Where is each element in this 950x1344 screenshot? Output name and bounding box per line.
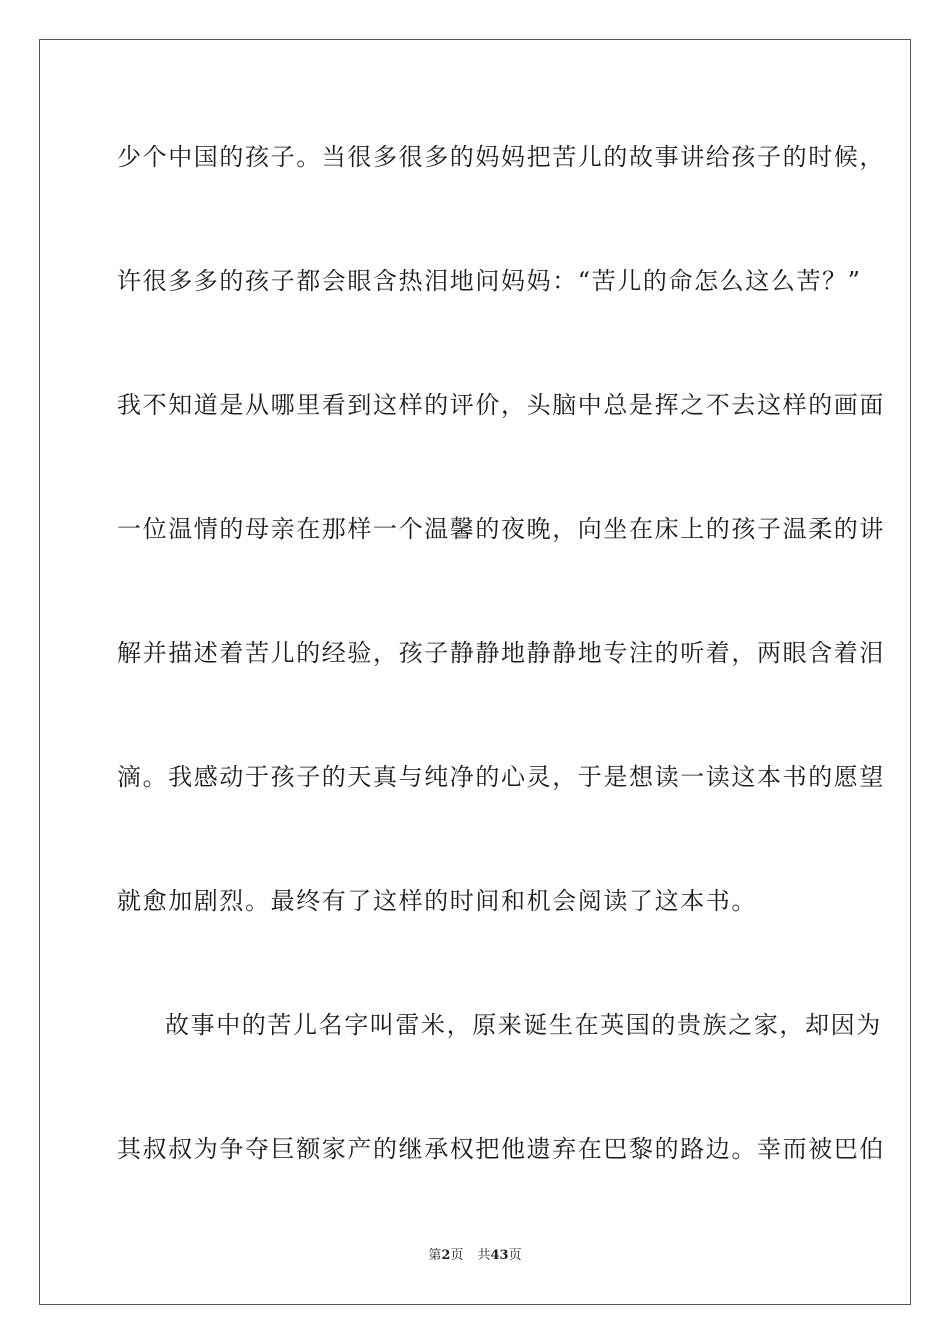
body-line-3: 我不知道是从哪里看到这样的评价，头脑中总是挥之不去这样的画面 [117, 391, 885, 419]
total-pages: 43 [490, 1248, 509, 1263]
total-prefix: 共 [477, 1248, 491, 1263]
body-line-7: 就愈加剧烈。最终有了这样的时间和机会阅读了这本书。 [117, 887, 757, 915]
body-line-5: 解并描述着苦儿的经验，孩子静静地静静地专注的听着，两眼含着泪 [117, 639, 885, 667]
body-line-1: 少个中国的孩子。当很多很多的妈妈把苦儿的故事讲给孩子的时候， [117, 143, 885, 171]
page-prefix: 第 [428, 1248, 442, 1263]
total-suffix: 页 [508, 1248, 522, 1263]
body-line-6: 滴。我感动于孩子的天真与纯净的心灵，于是想读一读这本书的愿望 [117, 763, 885, 791]
page-suffix: 页 [450, 1248, 464, 1263]
page-footer [0, 1247, 950, 1265]
body-line-4: 一位温情的母亲在那样一个温馨的夜晚，向坐在床上的孩子温柔的讲 [117, 515, 885, 543]
body-line-2: 许很多多的孩子都会眼含热泪地问妈妈：“苦儿的命怎么这么苦？” [117, 267, 862, 295]
page-number: 2 [441, 1248, 451, 1263]
body-line-9: 其叔叔为争夺巨额家产的继承权把他遗弃在巴黎的路边。幸而被巴伯 [117, 1135, 885, 1163]
paragraph-start-line: 故事中的苦儿名字叫雷米，原来诞生在英国的贵族之家，却因为 [165, 1011, 882, 1039]
page-border [39, 39, 911, 1305]
